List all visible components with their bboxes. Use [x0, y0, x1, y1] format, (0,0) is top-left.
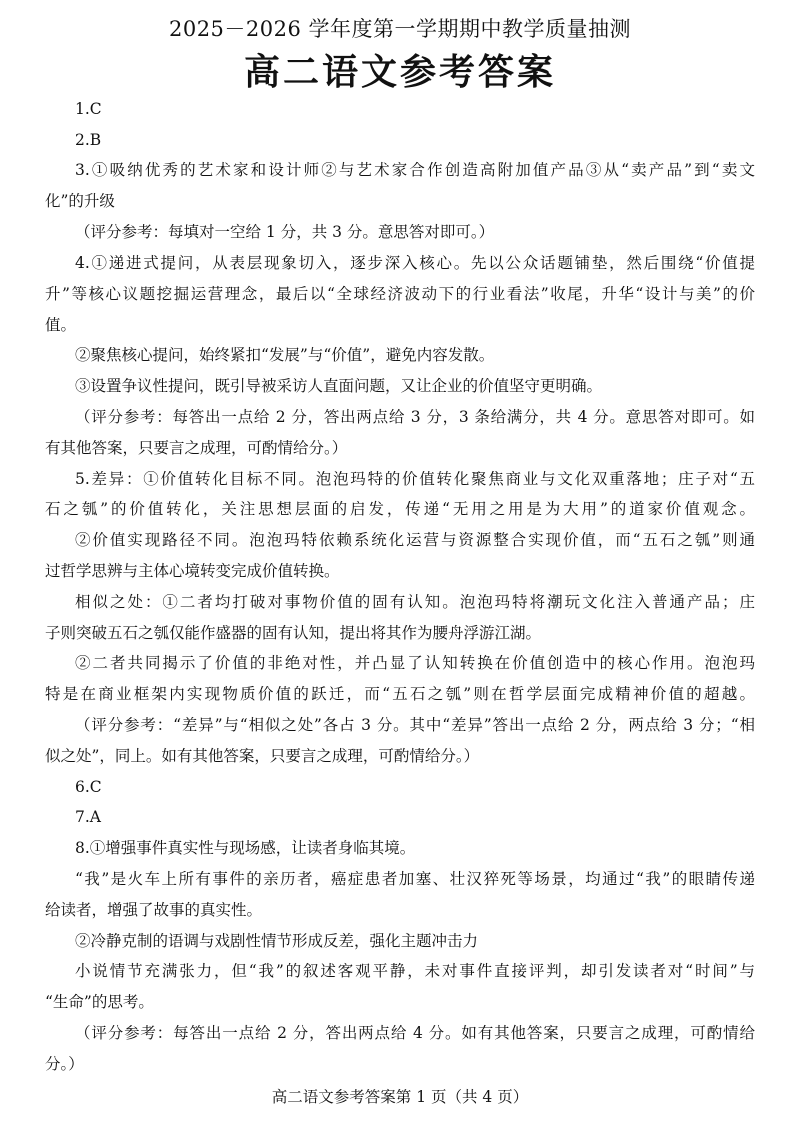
- answer-line: ②价值实现路径不同。泡泡玛特依赖系统化运营与资源整合实现价值，而“五石之瓠”则通: [75, 531, 755, 549]
- answer-line: 特是在商业框架内实现物质价值的跃迁，而“五石之瓠”则在哲学层面完成精神价值的超越。: [45, 685, 755, 703]
- answer-line: 5.差异：①价值转化目标不同。泡泡玛特的价值转化聚焦商业与文化双重落地；庄子对“五: [75, 470, 755, 488]
- answer-line: ②二者共同揭示了价值的非绝对性，并凸显了认知转换在价值创造中的核心作用。泡泡玛: [75, 654, 755, 672]
- answer-line: 相似之处：①二者均打破对事物价值的固有认知。泡泡玛特将潮玩文化注入普通产品；庄: [75, 593, 755, 611]
- answer-line: （评分参考：每填对一空给 1 分，共 3 分。意思答对即可。）: [75, 223, 495, 241]
- answer-line: ②聚焦核心提问，始终紧扣“发展”与“价值”，避免内容发散。: [75, 346, 495, 364]
- answer-line: 分。）: [45, 1055, 84, 1073]
- answer-line: （评分参考：每答出一点给 2 分，答出两点给 3 分，3 条给满分，共 4 分。意思答对即可。如: [75, 408, 755, 426]
- answer-line: 6.C: [75, 778, 102, 796]
- answer-line: 3.①吸纳优秀的艺术家和设计师②与艺术家合作创造高附加值产品③从“卖产品”到“卖文: [75, 161, 755, 179]
- exam-header: 2025－2026 学年度第一学期期中教学质量抽测: [168, 17, 632, 41]
- answer-line: 值。: [45, 316, 77, 334]
- answer-line: 小说情节充满张力，但“我”的叙述客观平静，未对事件直接评判，却引发读者对“时间”与: [75, 962, 755, 980]
- answer-line: 7.A: [75, 808, 101, 826]
- answer-line: ③设置争议性提问，既引导被采访人直面问题，又让企业的价值坚守更明确。: [75, 377, 603, 395]
- page-title: 高二语文参考答案: [243, 52, 556, 93]
- answer-line: 化”的升级: [45, 192, 115, 210]
- answer-line: 似之处”，同上。如有其他答案，只要言之成理，可酌情给分。）: [45, 747, 480, 765]
- answer-line: 2.B: [75, 131, 102, 149]
- answer-line: 有其他答案，只要言之成理，可酌情给分。）: [45, 439, 348, 457]
- answer-line: 石之瓠”的价值转化，关注思想层面的启发，传递“无用之用是为大用”的道家价值观念。: [45, 500, 755, 518]
- answer-line: （评分参考：“差异”与“相似之处”各占 3 分。其中“差异”答出一点给 2 分，两点给 3 分；“相: [75, 716, 755, 734]
- answer-line: 过哲学思辨与主体心境转变完成价值转换。: [45, 562, 340, 580]
- answer-line: 1.C: [75, 100, 102, 118]
- answer-line: （评分参考：每答出一点给 2 分，答出两点给 4 分。如有其他答案，只要言之成理，可酌情给: [75, 1024, 755, 1042]
- answer-line: ②冷静克制的语调与戏剧性情节形成反差，强化主题冲击力: [75, 932, 479, 950]
- answer-line: 升”等核心议题挖掘运营理念，最后以“全球经济波动下的行业看法”收尾，升华“设计与美”的价: [45, 285, 755, 303]
- answer-line: 子则突破五石之瓠仅能作盛器的固有认知，提出将其作为腰舟浮游江湖。: [45, 624, 542, 642]
- answer-line: “我”是火车上所有事件的亲历者，癌症患者加塞、壮汉猝死等场景，均通过“我”的眼睛传递: [75, 870, 755, 888]
- answer-line: 给读者，增强了故事的真实性。: [45, 901, 263, 919]
- page-footer: 高二语文参考答案第 1 页（共 4 页）: [271, 1088, 529, 1106]
- answer-line: 8.①增强事件真实性与现场感，让读者身临其境。: [75, 839, 416, 857]
- answer-line: 4.①递进式提问，从表层现象切入，逐步深入核心。先以公众话题铺垫，然后围绕“价值提: [75, 254, 755, 272]
- answer-line: “生命”的思考。: [45, 993, 154, 1011]
